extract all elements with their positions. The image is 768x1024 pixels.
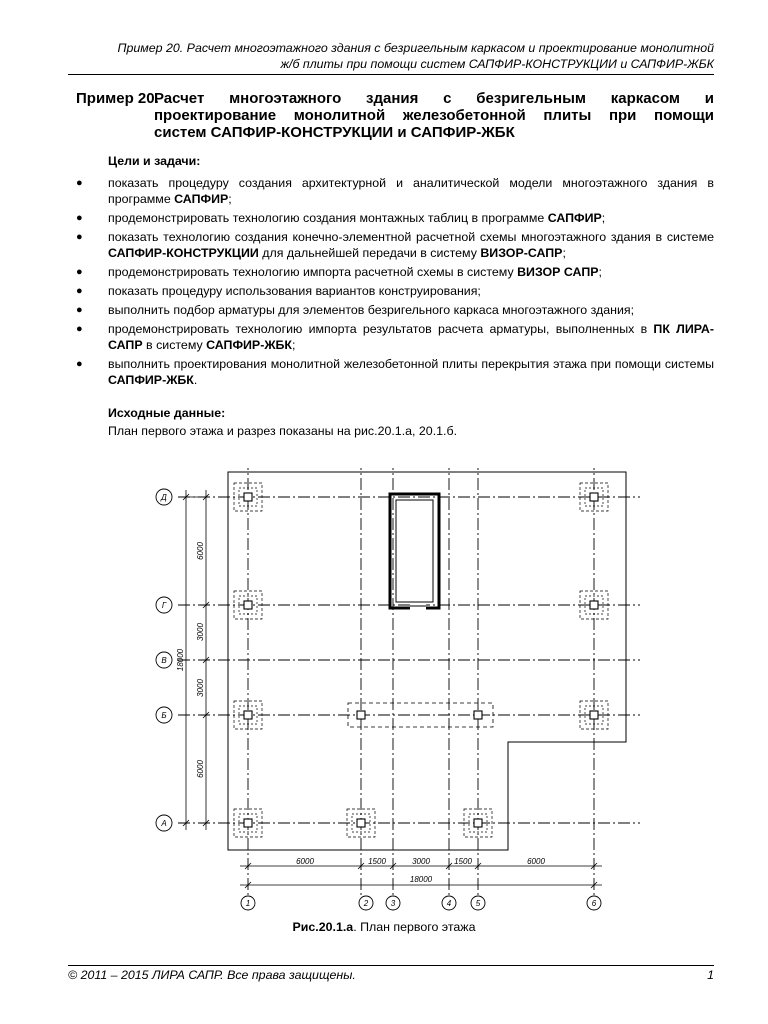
dim-label: 6000 — [196, 542, 205, 560]
heading-line1: Расчет многоэтажного здания с безригельным каркасом и — [154, 90, 714, 107]
running-header-line2: ж/б плиты при помощи систем САПФИР-КОНСТРУКЦИИ и САПФИР-ЖБК — [280, 57, 714, 71]
axis-label-col: 3 — [390, 899, 396, 908]
bullet-icon: ● — [76, 266, 83, 278]
axis-label-col: 5 — [475, 899, 481, 908]
running-header-line1: Пример 20. Расчет многоэтажного здания с безригельным каркасом и проектирование монолитной — [117, 41, 714, 55]
axis-label-row: Б — [161, 711, 167, 720]
dim-label: 18000 — [409, 875, 433, 884]
goals-list — [76, 175, 714, 391]
bullet-icon: ● — [76, 285, 83, 297]
section-heading — [76, 90, 714, 141]
core-shaft — [390, 494, 439, 610]
heading-line2: проектирование монолитной железобетонной плиты при помощи — [154, 107, 714, 124]
column — [474, 711, 482, 719]
horizontal-dimension-labels — [296, 857, 545, 884]
bullet-icon: ● — [76, 212, 83, 224]
col-axis-markers — [241, 896, 601, 910]
dim-label: 1500 — [368, 857, 386, 866]
vertical-dimensions — [182, 490, 210, 830]
dim-label: 3000 — [412, 857, 430, 866]
axis-label-row: Д — [161, 493, 167, 502]
dim-label: 18000 — [176, 648, 185, 672]
header-divider — [68, 74, 714, 75]
source-title: Исходные данные: — [108, 406, 226, 420]
dim-label: 3000 — [196, 679, 205, 697]
column — [357, 711, 365, 719]
heading-number: Пример 20. — [76, 90, 159, 107]
dim-label: 3000 — [196, 623, 205, 641]
list-item: ● продемонстрировать технологию импорта расчетной схемы в систему ВИЗОР САПР; — [76, 265, 602, 279]
floor-plan-drawing — [140, 468, 640, 913]
list-item: ● выполнить проектирования монолитной железобетонной плиты перекрытия этажа при помощи системы САПФИР-ЖБК. — [76, 357, 714, 387]
dim-label: 1500 — [454, 857, 472, 866]
bullet-icon: ● — [76, 231, 83, 243]
list-item: ● продемонстрировать технологию импорта результатов расчета арматуры, выполненных в ПК ЛИРА-САПР в систему САПФИР-ЖБК; — [76, 322, 714, 352]
bullet-icon: ● — [76, 323, 83, 335]
list-item: ● показать процедуру использования вариантов конструирования; — [76, 284, 481, 298]
list-item: ● показать технологию создания конечно-элементной расчетной схемы многоэтажного здания в системе САПФИР-КОНСТРУКЦИИ для дальнейшей передачи в систему ВИЗОР-САПР; — [76, 230, 714, 260]
copyright-text: © 2011 – 2015 ЛИРА САПР. Все права защищены. — [68, 968, 356, 982]
goals-title: Цели и задачи: — [108, 154, 201, 168]
list-item: ● показать процедуру создания архитектурной и аналитической модели многоэтажного здания в программе САПФИР; — [76, 176, 714, 206]
dim-label: 6000 — [196, 760, 205, 778]
axis-label-row: В — [161, 656, 167, 665]
axis-label-col: 6 — [591, 899, 597, 908]
bullet-icon: ● — [76, 304, 83, 316]
bullet-icon: ● — [76, 358, 83, 370]
axis-label-row: Г — [161, 601, 167, 610]
running-header — [68, 40, 714, 72]
figure-caption — [0, 920, 768, 934]
caption-text: . План первого этажа — [353, 920, 476, 934]
axis-label-row: А — [161, 819, 167, 828]
dim-label: 6000 — [527, 857, 545, 866]
list-item: ● выполнить подбор арматуры для элементов безригельного каркаса многоэтажного здания; — [76, 303, 635, 317]
page-footer — [68, 968, 714, 982]
dim-label: 6000 — [296, 857, 314, 866]
page-number: 1 — [707, 968, 714, 982]
bullet-icon: ● — [76, 177, 83, 189]
caption-label: Рис.20.1.а — [292, 920, 354, 934]
source-text: План первого этажа и разрез показаны на рис.20.1.а, 20.1.б. — [108, 424, 458, 438]
footer-divider — [68, 965, 714, 966]
axis-label-col: 4 — [446, 899, 452, 908]
heading-line3: систем САПФИР-КОНСТРУКЦИИ и САПФИР-ЖБК — [154, 124, 515, 141]
list-item: ● продемонстрировать технологию создания монтажных таблиц в программе САПФИР; — [76, 211, 606, 225]
axis-label-col: 2 — [363, 899, 369, 908]
axis-label-col: 1 — [245, 899, 251, 908]
